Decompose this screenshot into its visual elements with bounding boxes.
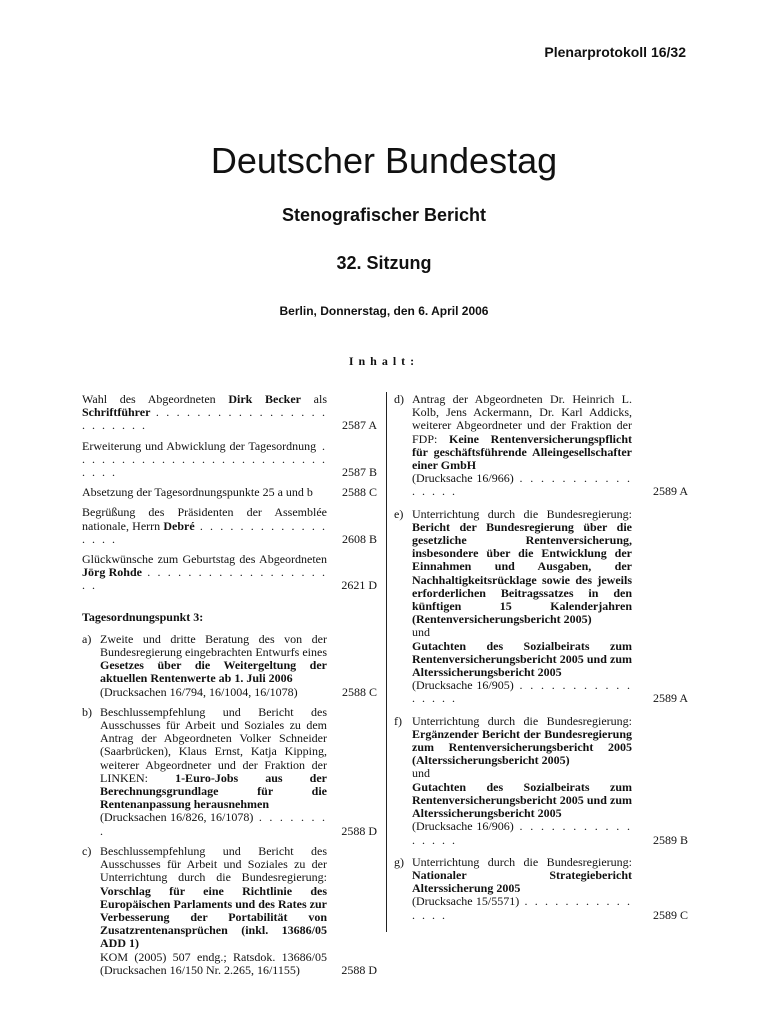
agenda-subitem: c) Beschlussempfehlung und Bericht des Ausschusses für Arbeit und Soziales zu der Unterrichtung durch die Bundesregierung: Vorschlag für eine Richtlinie des Europäischen Parlaments und des Rates zur Verbesserung der Portabilität von Zusatzrentenansprüchen (inkl. 13686/05 ADD 1) KOM (2005) 507 endg.; Ratsdok. 13686/05 (Drucksachen 16/150 Nr. 2.265, 16/1155) 2588 D bbox=[82, 843, 377, 977]
right-column bbox=[394, 393, 688, 931]
toc-entry: Wahl des Abgeordneten Dirk Becker als Schriftführer . . . . . . . . . . . . . . . . . . . . . . . . 2587 A bbox=[82, 392, 377, 433]
agenda-subitem: g) Unterrichtung durch die Bundesregierung: Nationaler Strategiebericht Alterssicherung 2005 (Drucksache 15/5571) . . . . . . . . . . . . . . . 2589 C bbox=[394, 854, 688, 922]
report-subtitle: Stenografischer Bericht bbox=[281, 205, 487, 225]
page-ref: 2588 C bbox=[341, 485, 377, 500]
page-title: Deutscher Bundestag bbox=[210, 140, 558, 181]
contents-heading: Inhalt: bbox=[348, 354, 420, 368]
agenda-subitem: e) Unterrichtung durch die Bundesregierung: Bericht der Bundesregierung über die gesetzliche Rentenversicherung, insbesondere über die Entwicklung der Einnahmen und Ausgaben, der Nachhaltigkeitsrücklage sowie des jeweils erforderlichen Beitragssatzes in den künftigen 15 Kalenderjahren (Rentenversicherungsbericht 2005) und Gutachten des Sozialbeirats zum Rentenversicherungsbericht 2005 und zum Alterssicherungsbericht 2005 (Drucksache 16/905) . . . . . . . . . . . . . . . . 2589 A bbox=[394, 506, 688, 706]
agenda-subitem: a) Zweite und dritte Beratung des von der Bundesregierung eingebrachten Entwurfs eines Gesetzes über die Weitergeltung der aktuellen Rentenwerte ab 1. Juli 2006 (Drucksachen 16/794, 16/1004, 16/1078) 2588 C bbox=[82, 631, 377, 699]
page-ref: 2589 C bbox=[652, 907, 688, 922]
agenda-subitem: b) Beschlussempfehlung und Bericht des Ausschusses für Arbeit und Soziales zu dem Antrag der Abgeordneten Volker Schneider (Saarbrücken), Klaus Ernst, Katja Kipping, weiterer Abgeordneter und der Fraktion der LINKEN: 1-Euro-Jobs aus der Berechnungsgrundlage für die Rentenanpassung herausnehmen (Drucksachen 16/826, 16/1078) . . . . . . . . 2588 D bbox=[82, 704, 377, 838]
page-ref: 2588 D bbox=[341, 962, 377, 977]
page-ref: 2587 A bbox=[341, 418, 377, 433]
toc-entry: Glückwünsche zum Geburtstag des Abgeordneten Jörg Rohde . . . . . . . . . . . . . . . . . . . . 2621 D bbox=[82, 552, 377, 593]
page-ref: 2608 B bbox=[341, 531, 377, 546]
toc-entry: Begrüßung des Präsidenten der Assemblée nationale, Herrn Debré . . . . . . . . . . . . . . . . . 2608 B bbox=[82, 505, 377, 546]
page-ref: 2589 A bbox=[652, 484, 688, 499]
left-column bbox=[82, 393, 377, 984]
protocol-number: Plenarprotokoll 16/32 bbox=[544, 44, 686, 60]
dateline: Berlin, Donnerstag, den 6. April 2006 bbox=[279, 304, 489, 318]
toc-entry: Absetzung der Tagesordnungspunkte 25 a und b 2588 C bbox=[82, 485, 377, 500]
page-ref: 2621 D bbox=[341, 578, 377, 593]
agenda-subitem: f) Unterrichtung durch die Bundesregierung: Ergänzender Bericht der Bundesregierung zum Rentenversicherungsbericht 2005 (Alterssicherungsbericht 2005) und Gutachten des Sozialbeirats zum Rentenversicherungsbericht 2005 und zum Alterssicherungsbericht 2005 (Drucksache 16/906) . . . . . . . . . . . . . . . . 2589 B bbox=[394, 713, 688, 847]
page-ref: 2587 B bbox=[341, 465, 377, 480]
agenda-item-heading: Tagesordnungspunkt 3: bbox=[82, 609, 204, 624]
agenda-subitem: d) Antrag der Abgeordneten Dr. Heinrich L. Kolb, Jens Ackermann, Dr. Karl Addicks, weiterer Abgeordneter und der Fraktion der FDP: Keine Rentenversicherungspflicht für geschäftsführende Alleingesellschafter einer GmbH (Drucksache 16/966) . . . . . . . . . . . . . . . . 2589 A bbox=[394, 392, 688, 499]
session-number: 32. Sitzung bbox=[336, 253, 432, 273]
page-ref: 2589 B bbox=[652, 832, 688, 847]
page-ref: 2589 A bbox=[652, 691, 688, 706]
page-ref: 2588 C bbox=[341, 684, 377, 699]
toc-entry: Erweiterung und Abwicklung der Tagesordnung . . . . . . . . . . . . . . . . . . . . . . . . . . . . . . 2587 B bbox=[82, 438, 377, 480]
column-divider bbox=[386, 392, 387, 932]
page-ref: 2588 D bbox=[341, 823, 377, 838]
